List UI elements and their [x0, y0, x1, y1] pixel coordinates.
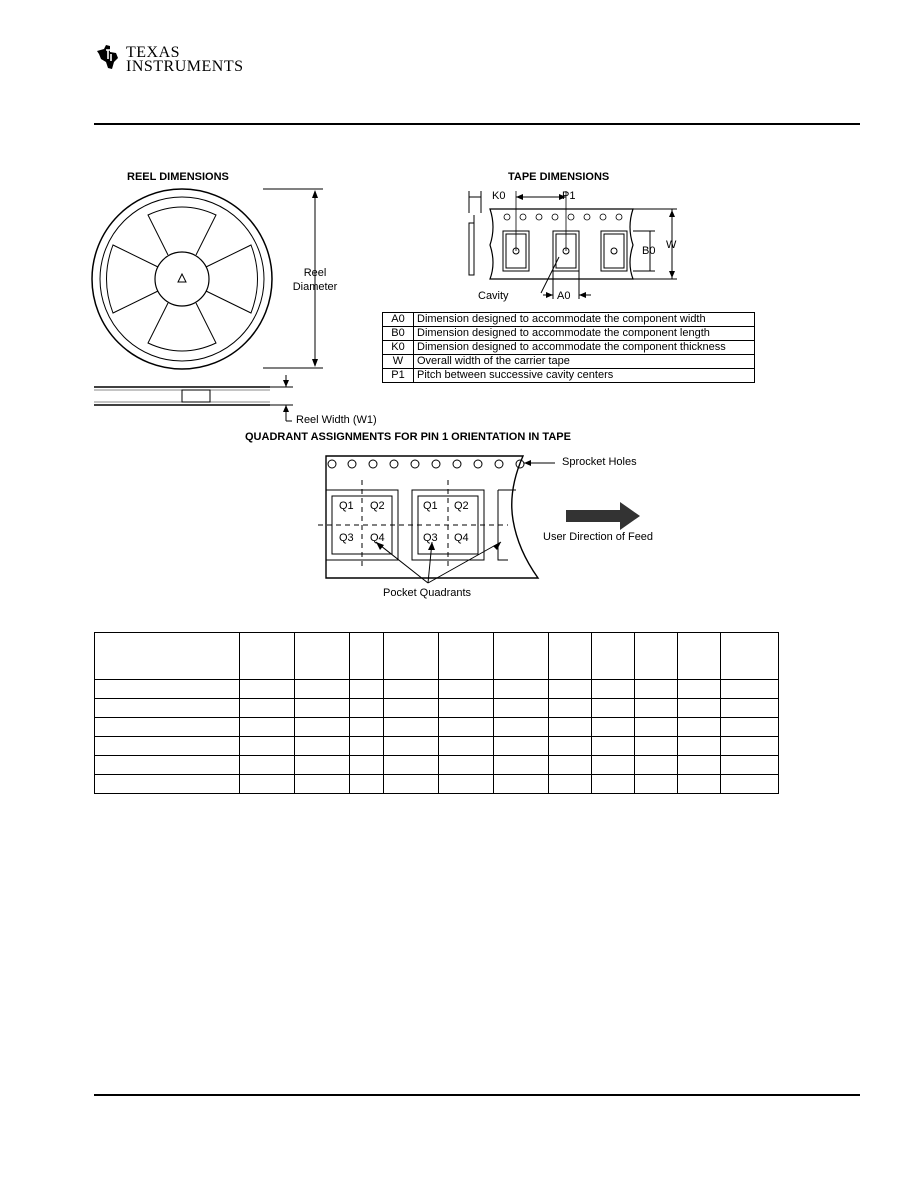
- feed-direction-label: User Direction of Feed: [543, 531, 654, 543]
- legend-key: W: [383, 355, 414, 369]
- tape-k0-label: K0: [492, 190, 506, 202]
- q2-label-b: Q2: [454, 500, 469, 512]
- q4-label-a: Q4: [370, 532, 385, 544]
- q3-label-a: Q3: [339, 532, 354, 544]
- table-row: [95, 775, 779, 794]
- header-rule: [94, 123, 860, 125]
- reel-width-label: Reel Width (W1): [296, 414, 377, 426]
- legend-key: P1: [383, 369, 414, 383]
- tape-reel-info-table: [94, 632, 779, 794]
- table-row: [95, 699, 779, 718]
- q4-label-b: Q4: [454, 532, 469, 544]
- legend-key: A0: [383, 313, 414, 327]
- legend-row: [383, 341, 755, 355]
- table-row: [95, 756, 779, 775]
- table-row: [95, 718, 779, 737]
- tape-a0-label: A0: [557, 290, 571, 302]
- logo-line2: INSTRUMENTS: [126, 58, 244, 75]
- quadrant-title: QUADRANT ASSIGNMENTS FOR PIN 1 ORIENTATION IN TAPE: [245, 431, 571, 443]
- legend-row: [383, 355, 755, 369]
- q3-label-b: Q3: [423, 532, 438, 544]
- reel-title: REEL DIMENSIONS: [127, 171, 229, 183]
- legend-key: K0: [383, 341, 414, 355]
- legend-row: [383, 327, 755, 341]
- tape-w-label: W: [666, 239, 677, 251]
- footer-rule: [94, 1094, 860, 1096]
- ti-logo-text: [126, 46, 244, 74]
- ti-logo-icon: [94, 42, 124, 72]
- legend-row: [383, 369, 755, 383]
- reel-diameter-label: [290, 266, 340, 294]
- table-header-row: [95, 633, 779, 680]
- sprocket-holes-label: Sprocket Holes: [562, 456, 637, 468]
- quadrant-diagram: [318, 450, 648, 585]
- table-row: [95, 737, 779, 756]
- q1-label-a: Q1: [339, 500, 354, 512]
- reel-diagram: [88, 185, 388, 435]
- tape-b0-label: B0: [642, 245, 656, 257]
- tape-cavity-label: Cavity: [478, 290, 509, 302]
- legend-row: [383, 313, 755, 327]
- tape-p1-label: P1: [562, 190, 576, 202]
- reel-diameter-line2: Diameter: [292, 281, 338, 293]
- tape-title: TAPE DIMENSIONS: [508, 171, 610, 183]
- legend-key: B0: [383, 327, 414, 341]
- legend-desc: Dimension designed to accommodate the component length: [414, 327, 755, 341]
- legend-desc: Overall width of the carrier tape: [414, 355, 755, 369]
- legend-desc: Dimension designed to accommodate the component width: [414, 313, 755, 327]
- tape-legend-table: [382, 312, 755, 383]
- tape-diagram: [455, 185, 695, 305]
- q1-label-b: Q1: [423, 500, 438, 512]
- legend-desc: Pitch between successive cavity centers: [414, 369, 755, 383]
- q2-label-a: Q2: [370, 500, 385, 512]
- table-row: [95, 680, 779, 699]
- legend-desc: Dimension designed to accommodate the component thickness: [414, 341, 755, 355]
- reel-diameter-line1: Reel: [303, 267, 327, 279]
- logo-line1: TEXAS: [126, 44, 181, 61]
- pocket-quadrants-label: Pocket Quadrants: [383, 587, 472, 599]
